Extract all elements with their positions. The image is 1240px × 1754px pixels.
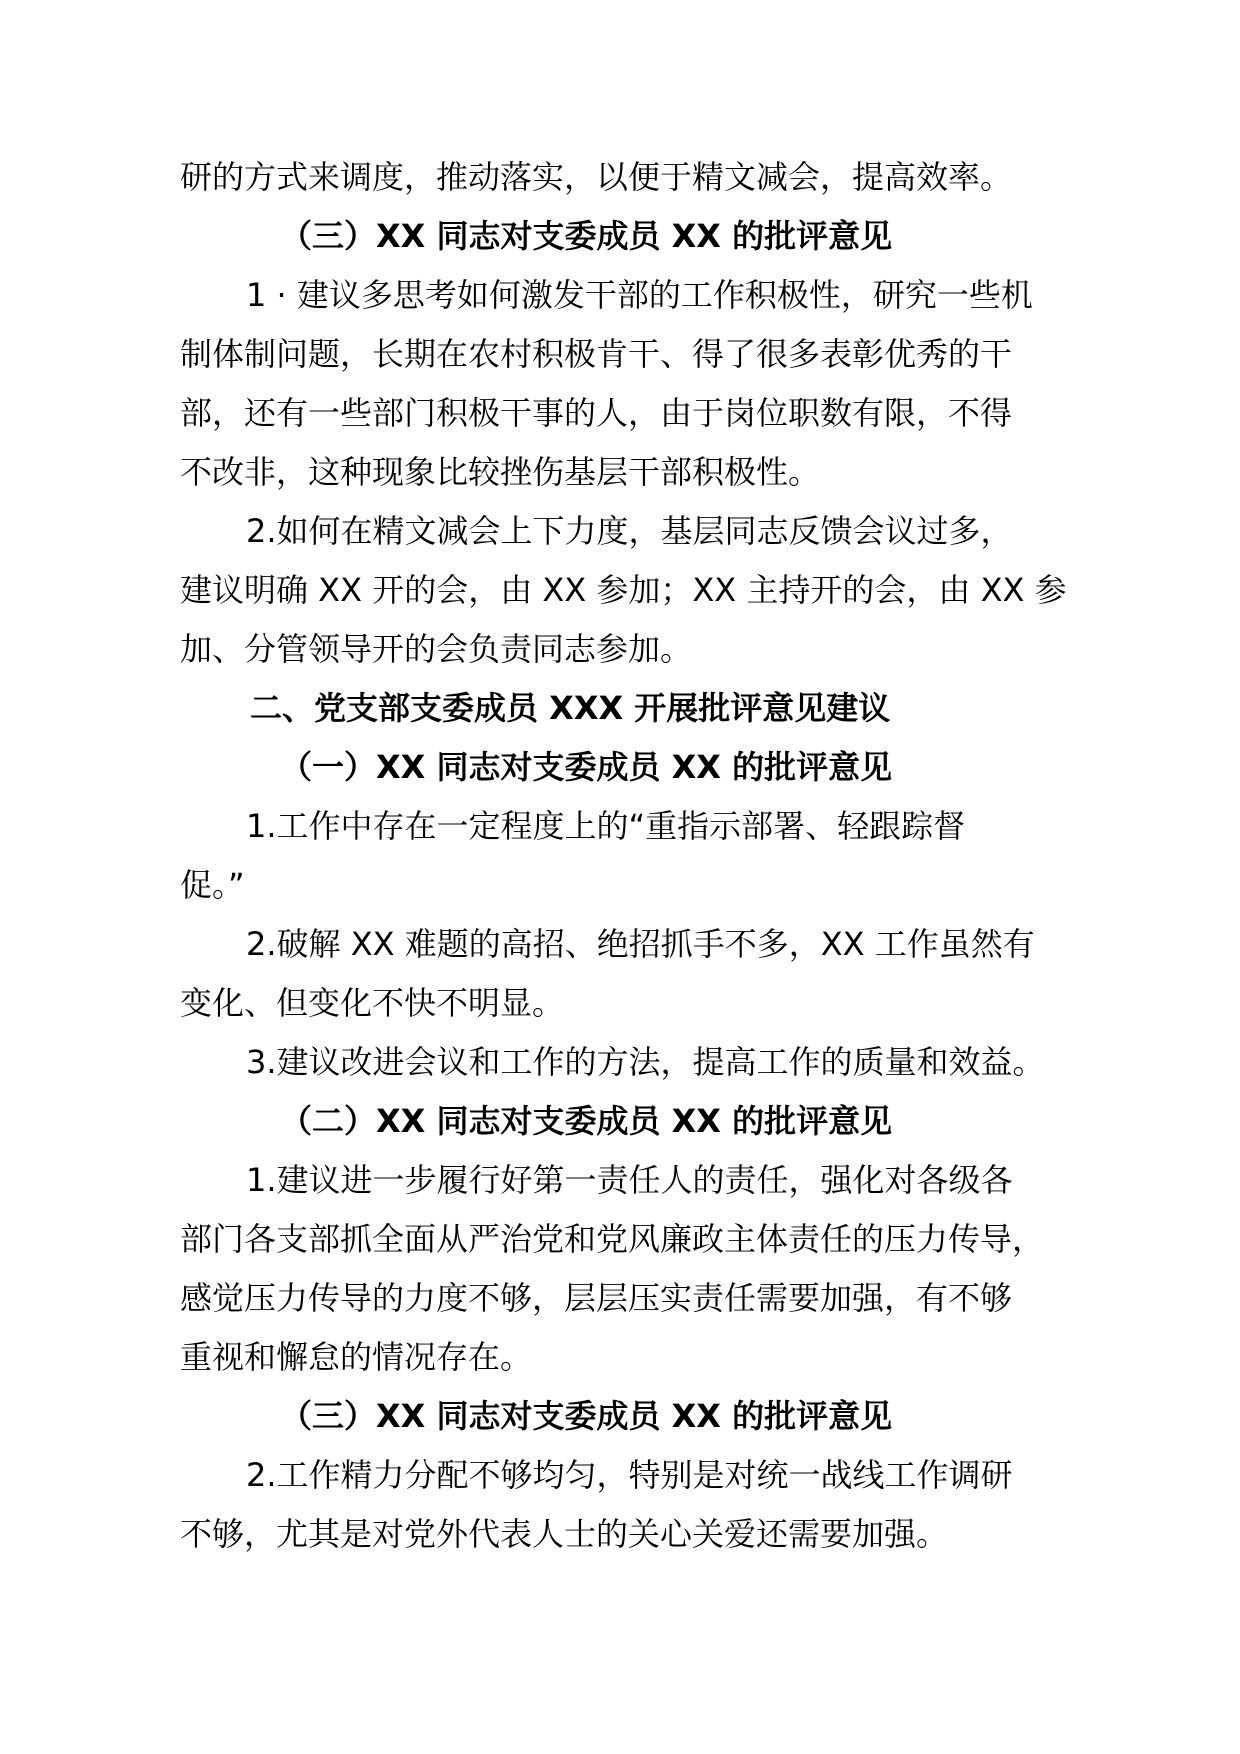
- paragraph-item-2: [180, 915, 1080, 1033]
- paragraph-item-2: [180, 502, 1080, 679]
- text-line: 1.建议进一步履行好第一责任人的责任，强化对各级各: [246, 1161, 1013, 1199]
- heading-text: （三）XX 同志对支委成员 XX 的批评意见: [280, 1397, 893, 1435]
- text-line: 研的方式来调度，推动落实，以便于精文减会，提高效率。: [180, 158, 1013, 196]
- subsection-heading-3: [180, 207, 1080, 266]
- document-body: [180, 148, 1080, 1564]
- heading-text: （三）XX 同志对支委成员 XX 的批评意见: [280, 217, 893, 255]
- text-line: 1 · 建议多思考如何激发干部的工作积极性，研究一些机: [246, 276, 1033, 314]
- text-line: 2.如何在精文减会上下力度，基层同志反馈会议过多，: [246, 512, 1013, 550]
- paragraph-continuation: [180, 148, 1080, 207]
- subsection-heading-3: [180, 1387, 1080, 1446]
- heading-text: （一）XX 同志对支委成员 XX 的批评意见: [280, 748, 893, 786]
- text-line: 1.工作中存在一定程度上的“重指示部署、轻跟踪督: [246, 807, 966, 845]
- text-line: 制体制问题，长期在农村积极肯干、得了很多表彰优秀的干: [180, 335, 1013, 373]
- text-line: 部门各支部抓全面从严治党和党风廉政主体责任的压力传导，: [180, 1220, 1045, 1258]
- text-line: 部，还有一些部门积极干事的人，由于岗位职数有限，不得: [180, 394, 1013, 432]
- subsection-heading-1: [180, 738, 1080, 797]
- section-heading-2: [180, 679, 1080, 738]
- text-line: 2.工作精力分配不够均匀，特别是对统一战线工作调研: [246, 1456, 1013, 1494]
- paragraph-item-2: [180, 1446, 1080, 1564]
- heading-text: （二）XX 同志对支委成员 XX 的批评意见: [280, 1102, 893, 1140]
- paragraph-item-3: [180, 1033, 1080, 1092]
- text-line: 2.破解 XX 难题的高招、绝招抓手不多，XX 工作虽然有: [246, 925, 1035, 963]
- text-line: 建议明确 XX 开的会，由 XX 参加；XX 主持开的会，由 XX 参: [180, 571, 1067, 609]
- paragraph-item-1: [180, 266, 1080, 502]
- paragraph-item-1: [180, 1151, 1080, 1387]
- text-line: 感觉压力传导的力度不够，层层压实责任需要加强，有不够: [180, 1279, 1013, 1317]
- text-line: 加、分管领导开的会负责同志参加。: [180, 630, 693, 668]
- heading-text: 二、党支部支委成员 XXX 开展批评意见建议: [250, 689, 891, 727]
- text-line: 3.建议改进会议和工作的方法，提高工作的质量和效益。: [246, 1043, 1045, 1081]
- text-line: 不改非，这种现象比较挫伤基层干部积极性。: [180, 453, 821, 491]
- text-line: 变化、但变化不快不明显。: [180, 984, 565, 1022]
- paragraph-item-1: [180, 797, 1080, 915]
- text-line: 促。”: [180, 866, 245, 904]
- text-line: 不够，尤其是对党外代表人士的关心关爱还需要加强。: [180, 1515, 949, 1553]
- text-line: 重视和懈怠的情况存在。: [180, 1338, 533, 1376]
- subsection-heading-2: [180, 1092, 1080, 1151]
